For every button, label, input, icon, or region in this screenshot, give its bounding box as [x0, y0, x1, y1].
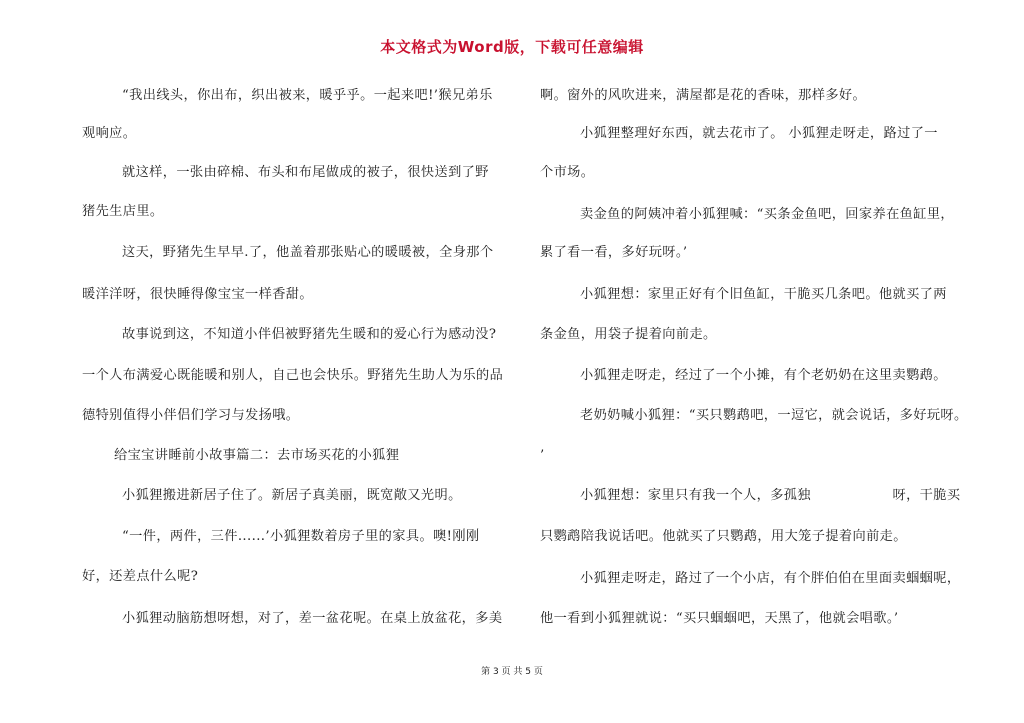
- text-line: 小狐狸走呀走，经过了一个小摊，有个老奶奶在这里卖鹦鹉。: [580, 368, 947, 383]
- text-line: 小狐狸整理好东西，就去花市了。 小狐狸走呀走，路过了一: [580, 126, 938, 141]
- document-header: 本文格式为Word版，下载可任意编辑: [380, 38, 644, 56]
- text-line: 小狐狸动脑筋想呀想，对了，差一盆花呢。在桌上放盆花，多美: [122, 611, 503, 626]
- text-line: 一个人布满爱心既能暖和别人，自己也会快乐。野猪先生助人为乐的品: [82, 368, 504, 383]
- text-line: “一件，两件，三件......’小狐狸数着房子里的家具。噢!刚刚: [122, 529, 480, 544]
- text-line: 好，还差点什么呢?: [82, 569, 199, 584]
- text-line: 暖洋洋呀，很快睡得像宝宝一样香甜。: [82, 287, 313, 302]
- text-line: 条金鱼，用袋子提着向前走。: [540, 327, 717, 342]
- text-line: 这天，野猪先生早早.了，他盖着那张贴心的暖暖被，全身那个: [122, 245, 494, 260]
- text-line: 小狐狸搬进新居子住了。新居子真美丽，既宽敞又光明。: [122, 488, 462, 503]
- text-line: 德特别值得小伴侣们学习与发扬哦。: [82, 408, 300, 423]
- text-line: 啊。窗外的风吹进来，满屋都是花的香味，那样多好。: [540, 88, 867, 103]
- text-line: 累了看一看，多好玩呀。’: [540, 245, 688, 260]
- text-line: ’: [540, 448, 545, 463]
- text-line: 老奶奶喊小狐狸：“买只鹦鹉吧，一逗它，就会说话，多好玩呀。: [580, 408, 968, 423]
- text-line: “我出线头，你出布，织出被来，暖乎乎。一起来吧!’猴兄弟乐: [122, 88, 493, 103]
- page-number: 第 3 页 共 5 页: [481, 667, 543, 677]
- section-heading: 给宝宝讲睡前小故事篇二：去市场买花的小狐狸: [114, 448, 400, 463]
- text-line: 只鹦鹉陪我说话吧。他就买了只鹦鹉，用大笼子提着向前走。: [540, 529, 907, 544]
- text-line: 他一看到小狐狸就说：“买只蝈蝈吧，天黑了，他就会唱歌。’: [540, 611, 899, 626]
- text-line: 小狐狸走呀走，路过了一个小店，有个胖伯伯在里面卖蝈蝈呢，: [580, 571, 961, 586]
- text-line: 个市场。: [540, 165, 595, 180]
- text-line: 观响应。: [82, 126, 137, 141]
- text-line: 故事说到这，不知道小伴侣被野猪先生暖和的爱心行为感动没?: [122, 327, 497, 342]
- text-line: 小狐狸想：家里只有我一个人，多孤独 呀，干脆买: [580, 488, 961, 503]
- text-line: 就这样，一张由碎棉、布头和布尾做成的被子，很快送到了野: [122, 165, 489, 180]
- text-line: 猪先生店里。: [82, 204, 164, 219]
- text-line: 小狐狸想：家里正好有个旧鱼缸，干脆买几条吧。他就买了两: [580, 287, 947, 302]
- text-line: 卖金鱼的阿姨冲着小狐狸喊：“买条金鱼吧，回家养在鱼缸里，: [580, 207, 955, 222]
